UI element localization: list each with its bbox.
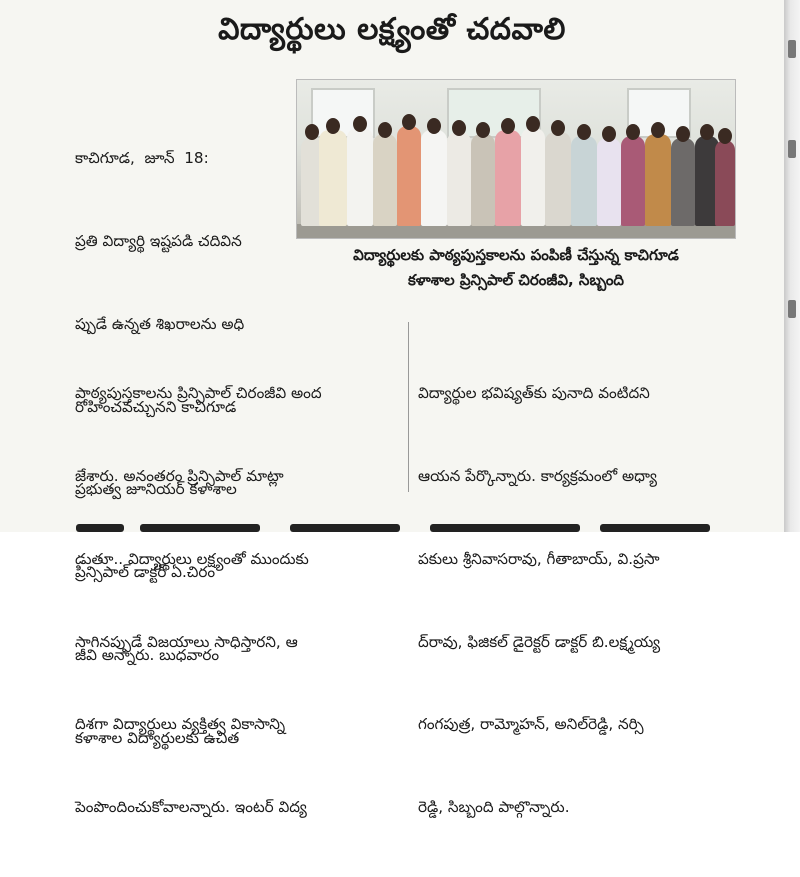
person-figure [471,134,495,226]
head-shape [353,116,367,132]
head-shape [476,122,490,138]
article-wide-column [75,325,322,877]
text-line: పకులు శ్రీనివాసరావు, గీతాబాయ్, వి.ప్రసా [418,549,660,568]
head-shape [378,122,392,138]
head-shape [651,122,665,138]
text-line: ద్‌రావు, ఫిజికల్ డైరెక్టర్ డాక్టర్ బి.లక్ష్మయ్య [418,632,661,651]
person-figure [495,130,521,226]
text-line: ప్రభుత్వ జూనియర్ కళాశాల [75,480,237,499]
head-shape [501,118,515,134]
text-fragment [140,524,260,532]
person-figure [347,128,373,226]
text-fragment [430,524,580,532]
person-figure [715,140,735,226]
text-line: దిశగా విద్యార్థులు వ్యక్తిత్వ వికాసాన్ని [75,715,286,734]
person-figure [447,132,471,226]
text-line: సాగినప్పుడే విజయాలు సాధిస్తారని, ఆ [75,632,298,651]
text-line: కళాశాల విద్యార్థులకు ఉచిత [75,728,240,747]
head-shape [626,124,640,140]
text-fragment [76,524,124,532]
text-fragment [600,524,710,532]
edge-mark [788,40,796,58]
head-shape [427,118,441,134]
photo-caption [296,243,736,293]
text-line: కాచిగూడ, జూన్ 18: [75,149,209,168]
text-line: గంగపుత్ర, రామ్మోహన్, అనిల్‌రెడ్డి, నర్సి [418,715,644,734]
text-line: ఆయన పేర్కొన్నారు. కార్యక్రమంలో అధ్యా [418,466,657,485]
edge-mark [788,300,796,318]
text-line: జేశారు. అనంతరం ప్రిన్సిపాల్ మాట్లా [75,466,284,485]
headline: విద్యార్థులు లక్ష్యంతో చదవాలి [218,12,566,47]
head-shape [577,124,591,140]
head-shape [676,126,690,142]
head-shape [551,120,565,136]
person-figure [373,134,397,226]
head-shape [402,114,416,130]
floor-shape [297,224,735,238]
text-line: డుతూ.. విద్యార్థులు లక్ష్యంతో ముందుకు [75,549,309,568]
text-fragment [290,524,400,532]
edge-mark [788,140,796,158]
person-figure [545,132,571,226]
column-divider [408,322,409,492]
text-line: రెడ్డి, సిబ్బంది పాల్గొన్నారు. [418,798,570,817]
text-line: ప్పుడే ఉన్నత శిఖరాలను అధి [75,314,245,333]
person-figure [319,130,347,226]
head-shape [718,128,732,144]
news-photo [296,79,736,239]
text-line: పాఠ్యపుస్తకాలను ప్రిన్సిపాల్ చిరంజీవి అంద [75,384,322,403]
caption-line: కళాశాల ప్రిన్సిపాల్ చిరంజీవి, సిబ్బంది [407,271,625,289]
person-figure [597,138,621,226]
scrollbar-edge [784,0,800,532]
text-line: ప్రిన్సిపాల్ డాక్టర్ ఏ.చిరం [75,563,216,582]
head-shape [602,126,616,142]
person-figure [397,126,421,226]
head-shape [452,120,466,136]
person-figure [621,136,645,226]
text-line: విద్యార్థుల భవిష్యత్‌కు పునాది వంటిదని [418,384,650,403]
head-shape [526,116,540,132]
head-shape [700,124,714,140]
person-figure [521,128,545,226]
text-line: ప్రతి విద్యార్థి ఇష్టపడి చదివిన [75,231,242,250]
head-shape [326,118,340,134]
person-figure [671,138,695,226]
person-figure [571,136,597,226]
text-line: జీవి అన్నారు. బుధవారం [75,645,220,664]
text-line: పెంపొందించుకోవాలన్నారు. ఇంటర్ విద్య [75,798,307,817]
cut-off-next-headline [0,508,784,532]
text-line: రోహించవచ్చునని కాచిగూడ [75,397,237,416]
head-shape [305,124,319,140]
caption-line: విద్యార్థులకు పాఠ్యపుస్తకాలను పంపిణీ చేస్తున్న కాచిగూడ [353,246,679,264]
person-figure [421,130,447,226]
article-right-column [418,325,660,877]
person-figure [645,134,671,226]
